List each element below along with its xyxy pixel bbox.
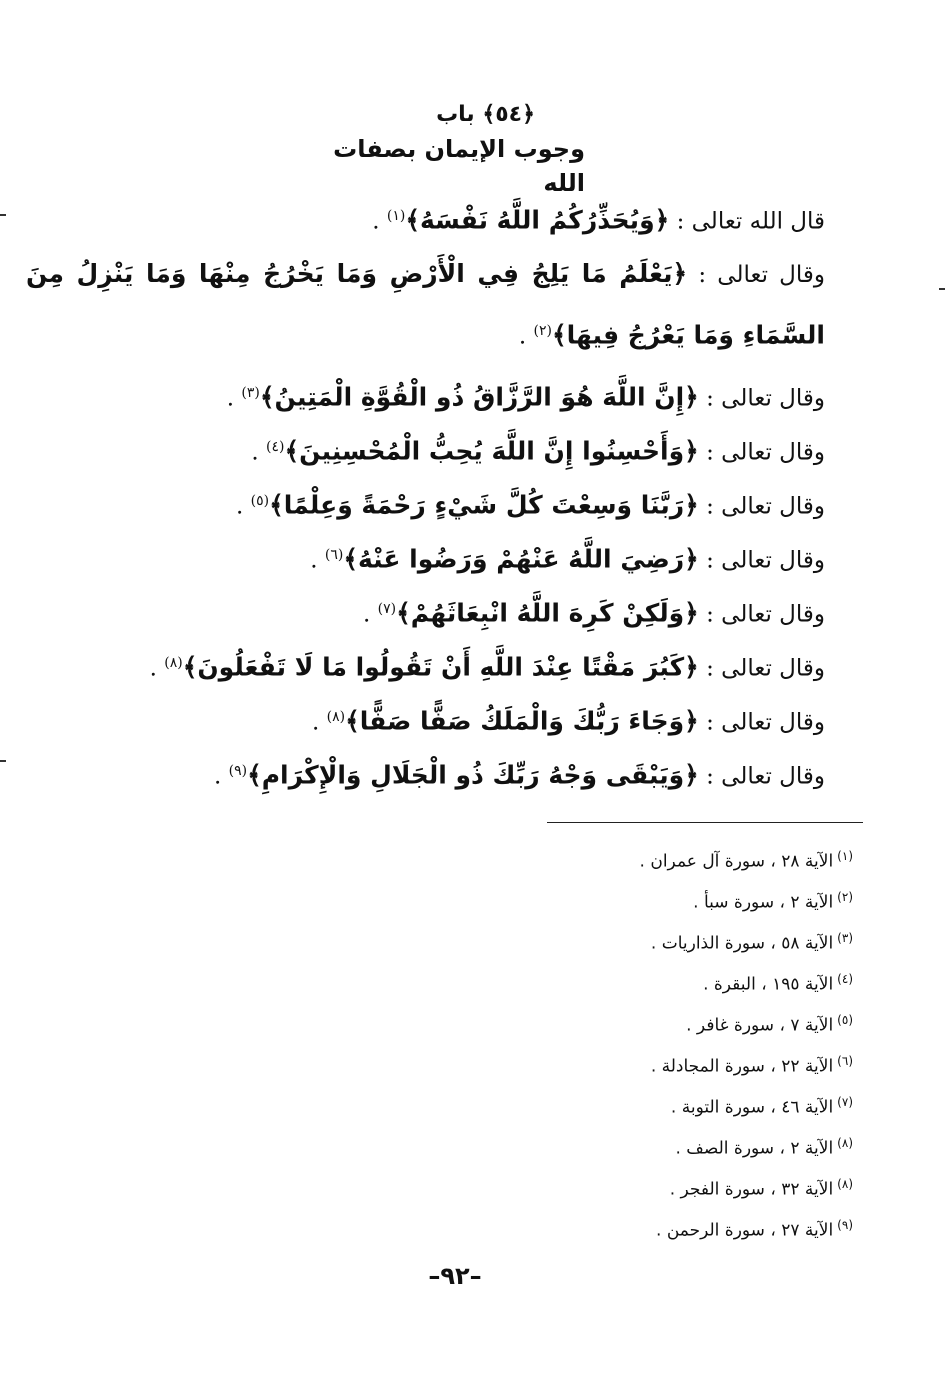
footnote-text: الآية ٢ ، سورة سبأ . (693, 892, 834, 913)
footnote-number: (٣) (837, 931, 853, 945)
chapter-number: ﴿٥٤﴾ باب (436, 102, 535, 127)
footnote-text: الآية ٢٨ ، سورة آل عمران . (639, 851, 834, 872)
verse-intro: وقال تعالى : (698, 709, 825, 736)
verse-end: . (312, 709, 327, 736)
footnote-ref: (٤) (266, 438, 285, 455)
verse-intro: وقال تعالى : (698, 547, 825, 574)
verse-line (26, 246, 945, 365)
footnote-text: الآية ٥٨ ، سورة الذاريات . (650, 933, 834, 954)
quran-text: ﴿وَيَبْقَى وَجْهُ رَبِّكَ ذُو الْجَلَالِ وَالْإِكْرَامِ﴾ (247, 760, 699, 790)
quran-text: ﴿وَجَاءَ رَبُّكَ وَالْمَلَكُ صَفًّا صَفًّا﴾ (345, 706, 699, 736)
footnote-ref: (٦) (324, 546, 344, 563)
margin-tick-left-top (0, 214, 6, 216)
footnote-ref: (١) (386, 208, 406, 224)
verse-line (40, 747, 825, 801)
footnote-ref: (٥) (250, 492, 270, 509)
verse-end: . (226, 385, 242, 412)
footnote-ref: (٢) (533, 323, 552, 339)
footnote-text: الآية ٢٢ ، سورة المجادلة . (650, 1056, 834, 1077)
page-number: –٩٢– (428, 1262, 482, 1290)
footnote-ref: (٣) (241, 384, 260, 401)
footnote-text: الآية ٢٧ ، سورة الرحمن . (656, 1220, 834, 1241)
footnote-ref: (٧) (377, 600, 397, 617)
footnote (453, 920, 853, 961)
verses-list (26, 192, 825, 801)
verse-intro: قال الله تعالى : (669, 208, 825, 235)
footnote (453, 1207, 853, 1248)
quran-text: ﴿وَيُحَذِّرُكُمُ اللَّهُ نَفْسَهُ﴾ (405, 205, 670, 235)
verse-line (40, 192, 825, 246)
quran-text: ﴿كَبُرَ مَقْتًا عِنْدَ اللَّهِ أَنْ تَقُولُوا مَا لَا تَفْعَلُونَ﴾ (182, 652, 699, 682)
footnotes-list (453, 838, 853, 1248)
footnote (453, 1002, 853, 1043)
verse-end: . (310, 547, 325, 574)
quran-text: ﴿رَبَّنَا وَسِعْتَ كُلَّ شَيْءٍ رَحْمَةً وَعِلْمًا﴾ (269, 490, 699, 520)
footnote (453, 879, 853, 920)
verse-intro: وقال تعالى : (698, 493, 825, 520)
margin-tick-left-bottom (0, 760, 6, 762)
verse-line (40, 477, 825, 531)
verse-intro: وقال تعالى : (687, 262, 825, 288)
footnote-number: (٤) (837, 972, 853, 986)
verse-end: . (251, 439, 267, 466)
quran-text: ﴿وَلَكِنْ كَرِهَ اللَّهُ انْبِعَاثَهُمْ﴾ (396, 598, 699, 628)
verse-line (40, 693, 825, 747)
footnote (453, 1166, 853, 1207)
verse-end: . (213, 763, 229, 790)
footnote-text: الآية ٧ ، سورة غافر . (686, 1015, 834, 1036)
verse-intro: وقال تعالى : (698, 655, 825, 682)
footnote (453, 1043, 853, 1084)
footnote-ref: (٩) (228, 762, 248, 779)
verse-end: . (236, 493, 251, 520)
verse-intro: وقال تعالى : (698, 439, 825, 466)
footnote-number: (٨) (837, 1136, 853, 1150)
footnote-number: (٨) (837, 1177, 853, 1191)
verse-line (40, 585, 825, 639)
footnote-ref: (٨) (164, 654, 183, 671)
verse-line (40, 639, 825, 693)
verse-end: . (363, 601, 378, 628)
quran-text: ﴿وَأَحْسِنُوا إِنَّ اللَّهَ يُحِبُّ الْمُحْسِنِينَ﴾ (284, 436, 699, 466)
verse-intro: وقال تعالى : (698, 601, 825, 628)
quran-text: ﴿رَضِيَ اللَّهُ عَنْهُمْ وَرَضُوا عَنْهُ﴾ (343, 544, 699, 574)
footnote (453, 961, 853, 1002)
footnote-number: (١) (837, 849, 853, 863)
chapter-title: وجوب الإيمان بصفات الله (333, 135, 585, 197)
verse-line (40, 369, 825, 423)
footnote-number: (٧) (837, 1095, 853, 1109)
footnote-number: (٩) (837, 1218, 853, 1232)
verse-intro: وقال تعالى : (698, 763, 825, 790)
footnote-separator (547, 822, 863, 823)
footnote (453, 838, 853, 879)
verse-end: . (372, 208, 387, 235)
footnote-number: (٦) (837, 1054, 853, 1068)
verse-end: . (518, 323, 534, 350)
footnote (453, 1084, 853, 1125)
footnote-text: الآية ٤٦ ، سورة التوبة . (670, 1097, 834, 1118)
footnote (453, 1125, 853, 1166)
chapter-heading (285, 98, 585, 200)
footnote-ref: (٨) (326, 708, 346, 725)
verse-intro: وقال تعالى : (698, 385, 825, 412)
verse-line (40, 531, 825, 585)
quran-text: ﴿إِنَّ اللَّهَ هُوَ الرَّزَّاقُ ذُو الْقُوَّةِ الْمَتِينُ﴾ (259, 382, 699, 412)
verse-end: . (149, 655, 165, 682)
footnote-text: الآية ٣٢ ، سورة الفجر . (669, 1179, 834, 1200)
footnote-text: الآية ٢ ، سورة الصف . (675, 1138, 834, 1159)
footnote-number: (٢) (837, 890, 853, 904)
footnote-number: (٥) (837, 1013, 853, 1027)
footnote-text: الآية ١٩٥ ، البقرة . (703, 974, 834, 995)
quran-text: ﴿يَعْلَمُ مَا يَلِجُ فِي الْأَرْضِ وَمَا يَخْرُجُ مِنْهَا وَمَا يَنْزِلُ مِنَ السَّمَاءِ وَمَا يَعْرُجُ فِيهَا﴾ (26, 259, 825, 350)
verse-line (40, 423, 825, 477)
